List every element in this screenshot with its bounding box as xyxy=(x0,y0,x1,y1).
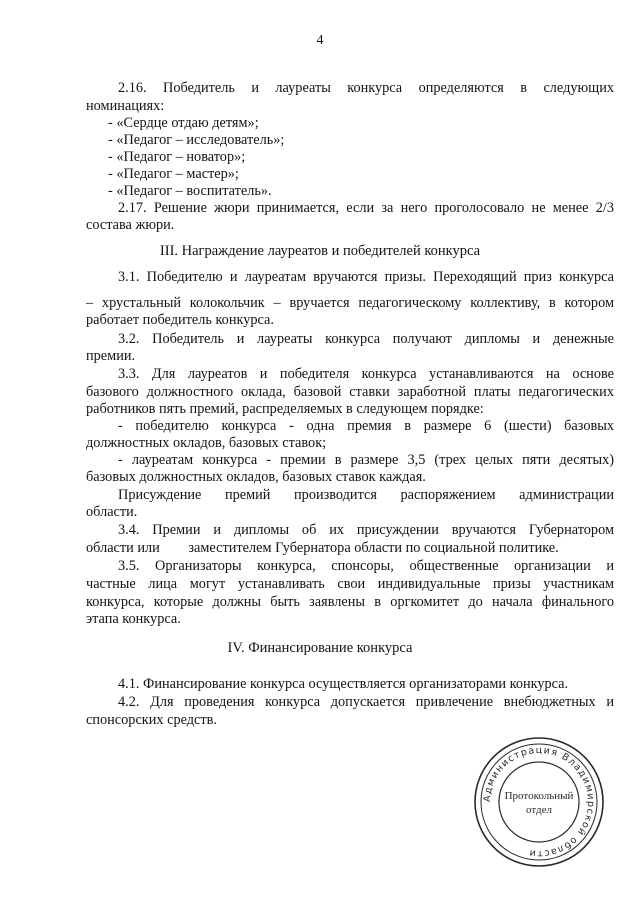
text-line: базового должностного оклада, базовой ставки заработной платы педагогических xyxy=(86,384,614,400)
section-heading: III. Награждение лауреатов и победителей конкурса xyxy=(159,243,481,259)
text-line: 2.16. Победитель и лауреаты конкурса определяются в следующих xyxy=(118,80,614,96)
text-line: конкурса, которые должны быть заявлены в оргкомитет до начала финального xyxy=(86,594,614,610)
text-line: должностных окладов, базовых ставок; xyxy=(86,435,327,451)
text-line: работников пять премий, распределяемых в следующем порядке: xyxy=(86,401,484,417)
text-line: спонсорских средств. xyxy=(86,712,217,728)
text-line: - «Педагог – новатор»; xyxy=(108,149,246,165)
text-line: базовых должностных окладов, базовых ставок каждая. xyxy=(86,469,426,485)
stamp-center-line1: Протокольный xyxy=(504,790,574,802)
text-line: - «Педагог – исследователь»; xyxy=(108,132,285,148)
text-line: Присуждение премий производится распоряжением администрации xyxy=(118,487,614,503)
text-line: этапа конкурса. xyxy=(86,611,181,627)
text-line: – хрустальный колокольчик – вручается педагогическому коллективу, в котором xyxy=(86,295,614,311)
text-line: 2.17. Решение жюри принимается, если за него проголосовало не менее 2/3 xyxy=(118,200,614,216)
stamp-seal xyxy=(472,735,606,869)
text-line: 3.3. Для лауреатов и победителя конкурса устанавливаются на основе xyxy=(118,366,614,382)
text-line: - «Педагог – воспитатель». xyxy=(108,183,272,199)
text-line: 3.1. Победителю и лауреатам вручаются призы. Переходящий приз конкурса xyxy=(118,269,614,285)
stamp-ring-text: Администрация Владимирской области xyxy=(481,744,597,860)
text-line: 4.2. Для проведения конкурса допускается привлечение внебюджетных и xyxy=(118,694,614,710)
text-line: частные лица могут устанавливать свои индивидуальные призы участникам xyxy=(86,576,614,592)
text-line: области или заместителем Губернатора области по социальной политике. xyxy=(86,540,559,556)
text-line: 3.2. Победитель и лауреаты конкурса получают дипломы и денежные xyxy=(118,331,614,347)
text-line: 3.4. Премии и дипломы об их присуждении вручаются Губернатором xyxy=(118,522,614,538)
page-number: 4 xyxy=(316,33,324,48)
text-line: - победителю конкурса - одна премия в размере 6 (шести) базовых xyxy=(118,418,614,434)
text-line: состава жюри. xyxy=(86,217,175,233)
text-line: - «Сердце отдаю детям»; xyxy=(108,115,259,131)
text-line: премии. xyxy=(86,348,136,364)
text-line: - «Педагог – мастер»; xyxy=(108,166,239,182)
section-heading: IV. Финансирование конкурса xyxy=(227,640,413,656)
text-line: номинациях: xyxy=(86,98,165,114)
stamp-center-line2: отдел xyxy=(526,804,552,816)
text-line: - лауреатам конкурса - премии в размере 3,5 (трех целых пяти десятых) xyxy=(118,452,614,468)
text-line: 3.5. Организаторы конкурса, спонсоры, общественные организации и xyxy=(118,558,614,574)
text-line: области. xyxy=(86,504,138,520)
text-line: работает победитель конкурса. xyxy=(86,312,274,328)
text-line: 4.1. Финансирование конкурса осуществляется организаторами конкурса. xyxy=(118,676,569,692)
